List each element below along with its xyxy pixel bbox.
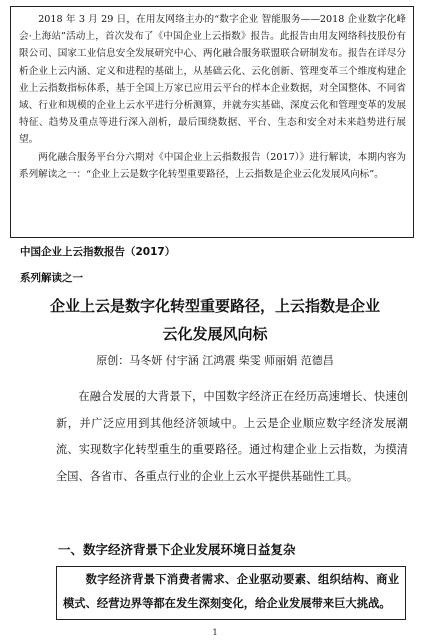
section-heading: 一、数字经济背景下企业发展环境日益复杂 [58,542,296,557]
report-title: 中国企业上云指数报告（2017） [20,246,176,258]
highlight-text: 数字经济背景下消费者需求、企业驱动要素、组织结构、商业模式、经营边界等都在发生深刻变化，给企业发展带来巨大挑战。 [63,573,399,610]
page-number: 1 [212,628,218,637]
body-paragraph: 在融合发展的大背景下，中国数字经济正在经历高速增长、快速创新，并广泛应用到其他经济领域中。上云是企业顺应数字经济发展潮流、实现数字化转型重生的重要路径。通过构建企业上云指数，为摸清全国、各省市、各重点行业的企业上云水平提供基础性工具。 [56,390,408,483]
main-heading-line-2: 云化发展风向标 [162,325,268,343]
intro-paragraph-1: 2018 年 3 月 29 日，在用友网络主办的“数字企业 智能服务——2018 企业数字化峰会·上海站”活动上，首次发布了《中国企业上云指数》报告。此报告由用友网络科技股份有限公司、国家工业信息安全发展研究中心、两化融合服务联盟联合研制发布。报告在详尽分析企业上云内涵、定义和进程的基础上，从基础云化、云化创新、管理变革三个维度构建企业上云指数指标体系，基于全国上万家已应用云平台的样本企业数据，对全国整体、不同省域、行业和规模的企业上云水平进行分析测算，并就夯实基础、深度云化和管理变革的发展特征、趋势及重点等进行深入剖析，最后围绕数据、平台、生态和安全对未来趋势进行展望。 [19,14,406,146]
series-title: 系列解读之一 [20,272,83,284]
highlight-box [56,566,406,620]
authors-line: 原创：马冬妍 付宇涵 江鸿震 柴雯 师丽娟 范德昌 [96,354,334,367]
intro-paragraph-2: 两化融合服务平台分六期对《中国企业上云指数报告（2017）》进行解读，本期内容为系列解读之一：“企业上云是数字化转型重要路径，上云指数是企业云化发展风向标”。 [19,151,406,180]
intro-box [10,6,414,238]
main-heading [20,292,410,348]
main-heading-line-1: 企业上云是数字化转型重要路径，上云指数是企业 [49,297,380,315]
